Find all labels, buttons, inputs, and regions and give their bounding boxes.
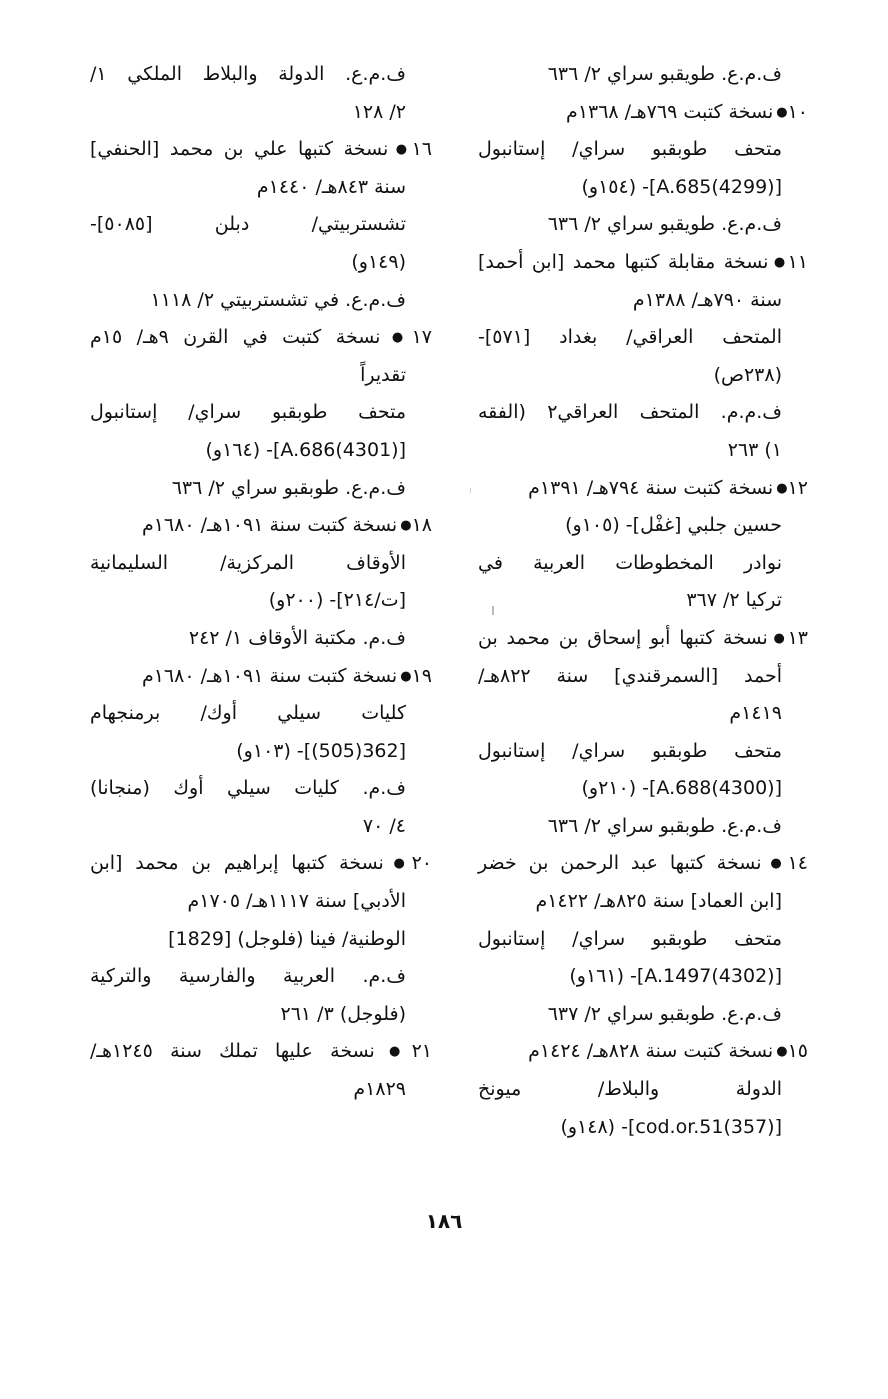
line-text: (١٤٩و) bbox=[351, 250, 406, 273]
line-text: الأدبي] سنة ١١١٧هـ/ ١٧٠٥م bbox=[187, 890, 406, 913]
entry-line bbox=[478, 883, 808, 921]
line-text: نسخة عليها تملك سنة ١٢٤٥هـ/ bbox=[90, 1040, 375, 1063]
line-text: نسخة كتبت سنة ٨٢٨هـ/ ١٤٢٤م bbox=[528, 1040, 774, 1063]
line-text: نوادر المخطوطات العربية في bbox=[478, 551, 782, 574]
line-text: نسخة مقابلة كتبها محمد [ابن أحمد] bbox=[478, 250, 769, 273]
line-text: متحف طوبقبو سراي/ إستانبول bbox=[478, 927, 782, 950]
page-number: ١٨٦ bbox=[425, 1209, 463, 1233]
line-text: ف.م.ع. طويقبو سراي ٢/ ٦٣٦ bbox=[547, 213, 782, 236]
line-text: متحف طوبقبو سراي/ إستانبول bbox=[478, 138, 782, 161]
line-text: الدولة والبلاط/ ميونخ bbox=[478, 1078, 782, 1101]
entry-line bbox=[478, 357, 808, 395]
entry-line bbox=[90, 883, 432, 921]
line-text: ف.م.ع. الدولة والبلاط الملكي ١/ bbox=[90, 63, 406, 85]
line-text: نسخة كتبها إبراهيم بن محمد [ابن bbox=[90, 852, 384, 875]
entry-line bbox=[90, 733, 432, 771]
line-text: أحمد [السمرقندي] سنة ٨٢٢هـ/ bbox=[478, 664, 782, 687]
bullet-icon: ● bbox=[400, 518, 412, 534]
entry-heading bbox=[478, 1033, 808, 1071]
entry-line bbox=[478, 545, 808, 583]
entry-line bbox=[90, 244, 432, 282]
line-text: [ت/٢١٤]- (٢٠٠و) bbox=[268, 589, 406, 612]
entry-line bbox=[90, 695, 432, 733]
entry-line bbox=[478, 507, 808, 545]
line-text: سنة ٧٩٠هـ/ ١٣٨٨م bbox=[632, 288, 782, 311]
entry-heading bbox=[478, 470, 808, 508]
entry-heading bbox=[90, 131, 432, 169]
line-text: ف.م.ع. في تشستربيتي ٢/ ١١١٨ bbox=[150, 288, 406, 311]
line-text: ف.م.ع. طوبقبو سراي ٢/ ٦٣٦ bbox=[171, 476, 406, 499]
entry-heading bbox=[478, 94, 808, 132]
entry-number: ١١ bbox=[787, 250, 809, 273]
entry-heading bbox=[90, 319, 432, 357]
entry-line bbox=[90, 432, 432, 470]
left-column bbox=[90, 56, 432, 1109]
entry-line bbox=[90, 770, 432, 808]
entry-line bbox=[90, 1071, 432, 1109]
line-text: سنة ٨٤٣هـ/ ١٤٤٠م bbox=[256, 175, 406, 198]
entry-number: ١٧ bbox=[411, 326, 432, 349]
entry-number: ١٦ bbox=[411, 138, 432, 161]
entry-line bbox=[478, 1109, 808, 1147]
line-text: [A.686(4301)]- (١٦٤و) bbox=[205, 438, 406, 461]
entry-line bbox=[478, 582, 808, 620]
line-text: [ابن العماد] سنة ٨٢٥هـ/ ١٤٢٢م bbox=[535, 890, 782, 913]
entry-number: ١٤ bbox=[787, 852, 808, 875]
line-text: تركيا ٢/ ٣٦٧ bbox=[686, 589, 782, 612]
entry-line bbox=[90, 921, 432, 959]
entry-line bbox=[90, 808, 432, 846]
line-text: (٢٣٨ص) bbox=[713, 363, 782, 386]
line-text: ف.م.ع. طويقبو سراي ٢/ ٦٣٦ bbox=[547, 63, 782, 85]
entry-number: ٢٠ bbox=[411, 852, 432, 875]
entry-number: ١٥ bbox=[787, 1040, 808, 1063]
entry-heading bbox=[478, 620, 808, 658]
entry-line bbox=[478, 808, 808, 846]
entry-line bbox=[478, 695, 808, 733]
entry-line bbox=[90, 582, 432, 620]
bullet-icon: ● bbox=[383, 330, 412, 346]
entry-line bbox=[90, 545, 432, 583]
entry-line bbox=[478, 56, 808, 94]
line-text: نسخة كتبت سنة ١٠٩١هـ/ ١٦٨٠م bbox=[141, 664, 398, 687]
entry-line bbox=[478, 733, 808, 771]
entry-number: ١٨ bbox=[411, 514, 432, 537]
bullet-icon: ● bbox=[400, 668, 412, 684]
entry-line bbox=[90, 206, 432, 244]
entry-line bbox=[90, 357, 432, 395]
entry-line bbox=[478, 1071, 808, 1109]
entry-line bbox=[90, 94, 432, 132]
line-text: حسين جلبي [غفْل]- (١٠٥و) bbox=[565, 514, 782, 537]
entry-heading bbox=[478, 244, 808, 282]
entry-heading bbox=[90, 845, 432, 883]
line-text: تشستربيتي/ دبلن [٥٠٨٥]- bbox=[90, 213, 406, 236]
line-text: نسخة كتبها علي بن محمد [الحنفي] bbox=[90, 138, 389, 161]
entry-number: ١٠ bbox=[787, 100, 808, 123]
bullet-icon: ● bbox=[776, 480, 788, 496]
bullet-icon: ● bbox=[391, 142, 412, 158]
line-text: ١٨٢٩م bbox=[353, 1078, 406, 1101]
line-text: نسخة كتبها عبد الرحمن بن خضر bbox=[478, 852, 762, 875]
entry-heading bbox=[90, 507, 432, 545]
line-text: الأوقاف المركزية/ السليمانية bbox=[90, 551, 406, 574]
entry-heading bbox=[90, 1033, 432, 1071]
line-text: ف.م. مكتبة الأوقاف ١/ ٢٤٢ bbox=[188, 626, 406, 649]
right-column bbox=[478, 56, 808, 1146]
scan-speck bbox=[470, 488, 471, 493]
line-text: الوطنية/ فينا (فلوجل) [1829] bbox=[168, 927, 406, 950]
entry-number: ٢١ bbox=[411, 1040, 433, 1063]
bullet-icon: ● bbox=[771, 254, 788, 270]
line-text: [362(505)]- (١٠٣و) bbox=[236, 739, 406, 762]
line-text: ١) ٢٦٣ bbox=[727, 438, 782, 461]
entry-line bbox=[478, 921, 808, 959]
line-text: ٢/ ١٢٨ bbox=[352, 100, 406, 123]
line-text: نسخة كتبها أبو إسحاق بن محمد بن bbox=[478, 626, 768, 649]
entry-line bbox=[90, 169, 432, 207]
line-text: نسخة كتبت سنة ١٠٩١هـ/ ١٦٨٠م bbox=[141, 514, 398, 537]
line-text: ف.م.م. المتحف العراقي٢ (الفقه bbox=[478, 401, 782, 424]
line-text: ٤/ ٧٠ bbox=[362, 814, 406, 837]
line-text: ١٤١٩م bbox=[729, 702, 782, 725]
entry-line bbox=[478, 394, 808, 432]
entry-line bbox=[90, 996, 432, 1034]
line-text: [A.688(4300)]- (٢١٠و) bbox=[581, 777, 782, 800]
bullet-icon: ● bbox=[764, 856, 788, 872]
entry-number: ١٣ bbox=[787, 626, 809, 649]
line-text: [cod.or.51(357)]- (١٤٨و) bbox=[560, 1115, 782, 1138]
bullet-icon: ● bbox=[377, 1044, 412, 1060]
line-text: ف.م. كليات سيلي أوك (منجانا) bbox=[90, 777, 406, 800]
line-text: ف.م. العربية والفارسية والتركية bbox=[90, 965, 406, 988]
entry-line bbox=[478, 432, 808, 470]
bullet-icon: ● bbox=[776, 1044, 788, 1060]
line-text: ف.م.ع. طوبقبو سراي ٢/ ٦٣٧ bbox=[547, 1002, 782, 1025]
entry-line bbox=[478, 319, 808, 357]
entry-line bbox=[90, 620, 432, 658]
bullet-icon: ● bbox=[386, 856, 412, 872]
entry-heading bbox=[90, 658, 432, 696]
entry-line bbox=[90, 470, 432, 508]
line-text: نسخة كتبت سنة ٧٩٤هـ/ ١٣٩١م bbox=[528, 476, 774, 499]
line-text: ف.م.ع. طوبقبو سراي ٢/ ٦٣٦ bbox=[547, 814, 782, 837]
line-text: كليات سيلي أوك/ برمنجهام bbox=[90, 702, 406, 725]
entry-line bbox=[478, 996, 808, 1034]
entry-line bbox=[478, 770, 808, 808]
entry-line bbox=[90, 282, 432, 320]
entry-line bbox=[478, 282, 808, 320]
entry-line bbox=[478, 131, 808, 169]
line-text: [A.1497(4302)]- (١٦١و) bbox=[569, 965, 782, 988]
line-text: نسخة كتبت في القرن ٩هـ/ ١٥م bbox=[90, 326, 381, 349]
entry-line bbox=[478, 169, 808, 207]
line-text: [A.685(4299)]- (١٥٤و) bbox=[581, 175, 782, 198]
entry-line bbox=[478, 206, 808, 244]
entry-line bbox=[478, 958, 808, 996]
line-text: متحف طوبقبو سراي/ إستانبول bbox=[90, 401, 406, 424]
scan-speck bbox=[492, 606, 494, 615]
line-text: المتحف العراقي/ بغداد [٥٧١]- bbox=[478, 326, 782, 349]
bullet-icon: ● bbox=[776, 104, 788, 120]
entry-line bbox=[90, 958, 432, 996]
line-text: نسخة كتبت ٧٦٩هـ/ ١٣٦٨م bbox=[566, 100, 774, 123]
entry-number: ١٩ bbox=[411, 664, 432, 687]
line-text: تقديراً bbox=[360, 363, 406, 386]
entry-line bbox=[478, 658, 808, 696]
line-text: (فلوجل) ٣/ ٢٦١ bbox=[280, 1002, 406, 1025]
entry-number: ١٢ bbox=[787, 476, 808, 499]
entry-line bbox=[90, 394, 432, 432]
line-text: متحف طوبقبو سراي/ إستانبول bbox=[478, 739, 782, 762]
entry-heading bbox=[478, 845, 808, 883]
entry-line bbox=[90, 56, 432, 94]
bullet-icon: ● bbox=[770, 630, 788, 646]
